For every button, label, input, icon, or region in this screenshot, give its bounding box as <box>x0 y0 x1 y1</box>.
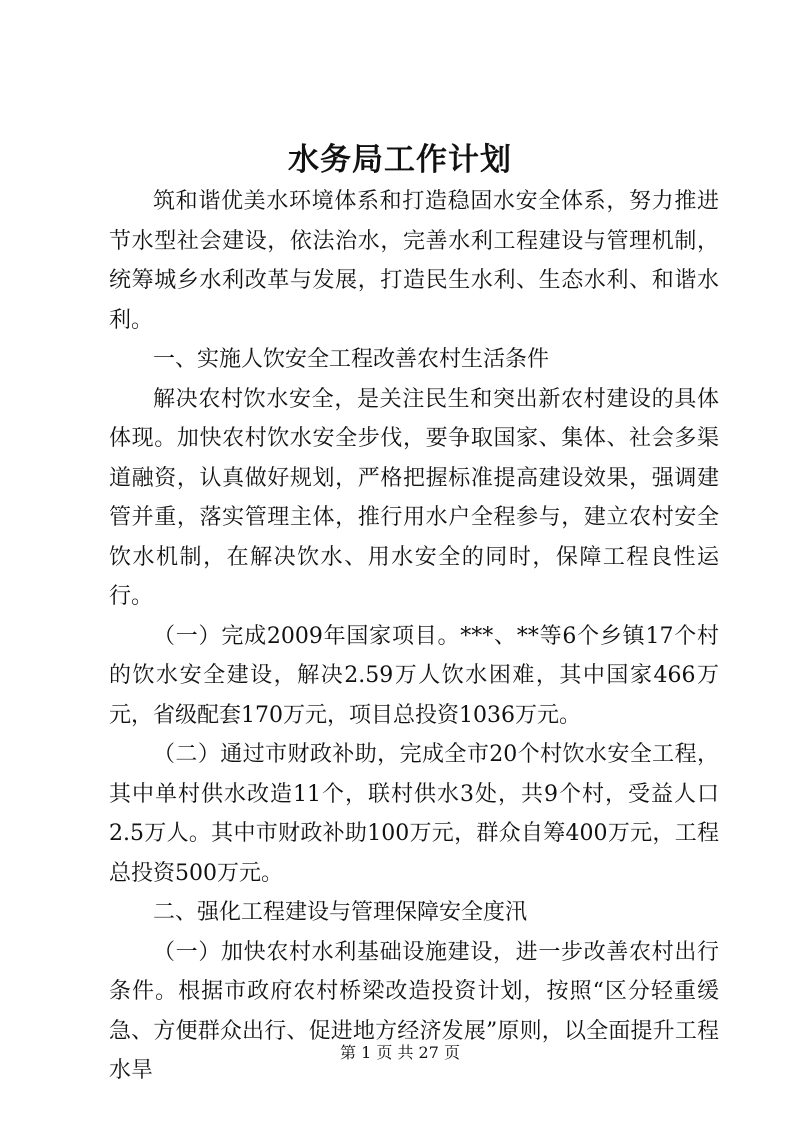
paragraph-drinking-water: 解决农村饮水安全，是关注民生和突出新农村建设的具体体现。加快农村饮水安全步伐，要争取国家、集体、社会多渠道融资，认真做好规划，严格把握标准提高建设效果，强调建管并重，落实管理主体，推行用水户全程参与，建立农村安全饮水机制，在解决饮水、用水安全的同时，保障工程良性运行。 <box>109 386 719 609</box>
page-number-footer: 第 1 页 共 27 页 <box>340 1043 460 1062</box>
document-body <box>109 182 719 1091</box>
section-heading-1: 一、实施人饮安全工程改善农村生活条件 <box>153 347 550 372</box>
section-heading-2: 二、强化工程建设与管理保障安全度汛 <box>153 900 528 925</box>
paragraph-item-1: （一）完成2009年国家项目。***、**等6个乡镇17个村的饮水安全建设，解决2.59万人饮水困难，其中国家466万元，省级配套170万元，项目总投资1036万元。 <box>109 623 719 728</box>
paragraph-item-2: （二）通过市财政补助，完成全市20个村饮水安全工程，其中单村供水改造11个，联村供水3处，共9个村，受益人口2.5万人。其中市财政补助100万元，群众自筹400万元，工程总投资500万元。 <box>109 742 719 886</box>
document-title: 水务局工作计划 <box>288 142 512 178</box>
paragraph-intro: 筑和谐优美水环境体系和打造稳固水安全体系，努力推进节水型社会建设，依法治水，完善水利工程建设与管理机制，统筹城乡水利改革与发展，打造民生水利、生态水利、和谐水利。 <box>109 189 719 333</box>
paragraph-item-3: （一）加快农村水利基础设施建设，进一步改善农村出行条件。根据市政府农村桥梁改造投资计划，按照“区分轻重缓急、方便群众出行、促进地方经济发展”原则，以全面提升工程水旱 <box>109 939 719 1083</box>
